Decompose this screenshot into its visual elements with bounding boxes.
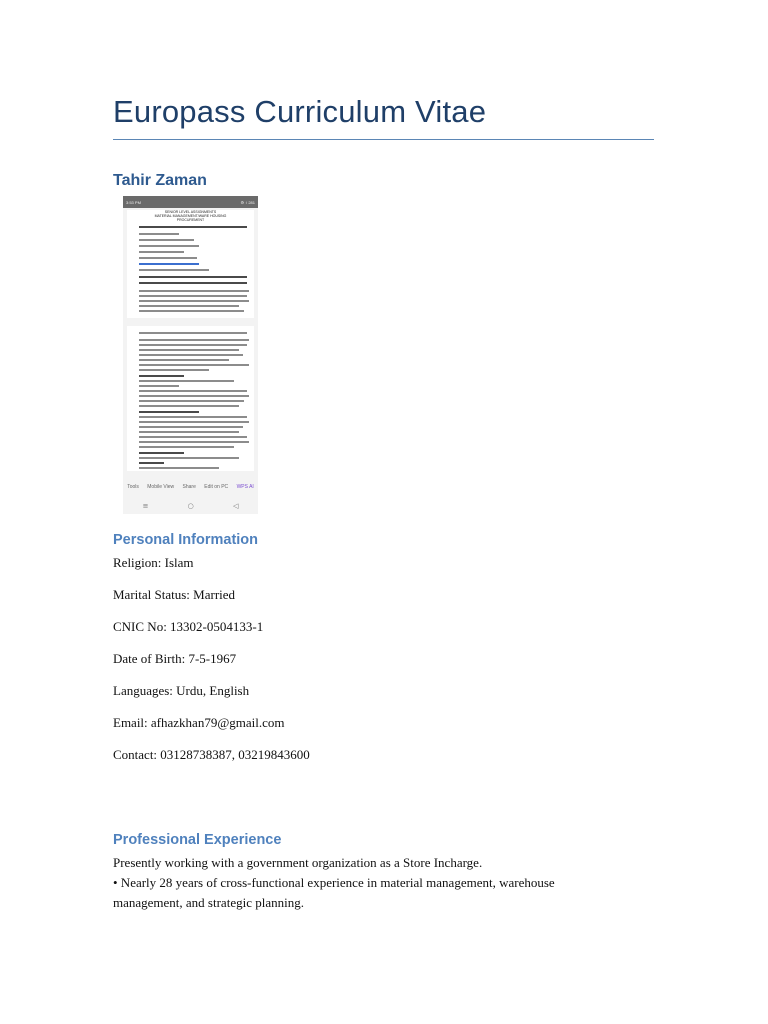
phone-status-time: 3:53 PM [126, 199, 141, 205]
home-icon: ○ [187, 502, 194, 510]
phone-nav-bar [123, 500, 258, 512]
phone-doc-header-1: SENIOR LEVEL ASSIGNMENTS [164, 210, 217, 214]
professional-experience-text [113, 853, 633, 913]
embedded-phone-screenshot [123, 196, 258, 514]
contact-line: Contact: 03128738387, 03219843600 [113, 747, 310, 762]
religion-line: Religion: Islam [113, 555, 194, 570]
phone-bottom-toolbar [123, 478, 258, 496]
back-icon: ◁ [232, 502, 239, 510]
dob-line: Date of Birth: 7-5-1967 [113, 651, 237, 666]
phone-tab-mobile-view: Mobile View [147, 484, 175, 490]
phone-status-bar [123, 196, 258, 208]
experience-line-3: management, and strategic planning. [113, 895, 304, 910]
experience-line-2: • Nearly 28 years of cross-functional experience in material management, warehouse [113, 875, 555, 890]
phone-status-icons: ⚙ ↕ 281 [240, 199, 255, 205]
professional-experience-heading: Professional Experience [113, 832, 282, 848]
experience-line-1: Presently working with a government organization as a Store Incharge. [113, 855, 483, 870]
candidate-name: Tahir Zaman [113, 172, 207, 189]
phone-tab-tools: Tools [127, 484, 139, 490]
cv-title: Europass Curriculum Vitae [113, 94, 487, 129]
phone-document-page-2 [127, 326, 254, 471]
phone-doc-header-2: MATERIAL MANAGEMENT/WARE HOUSING [154, 214, 227, 218]
phone-doc-header-3: PROCUREMENT [176, 218, 205, 222]
email-line: Email: afhazkhan79@gmail.com [113, 715, 285, 730]
personal-information-heading: Personal Information [113, 532, 259, 548]
cnic-line: CNIC No: 13302-0504133-1 [113, 619, 264, 634]
title-divider [113, 139, 654, 140]
phone-tab-edit-on-pc: Edit on PC [204, 484, 229, 490]
languages-line: Languages: Urdu, English [113, 683, 250, 698]
marital-status-line: Marital Status: Married [113, 587, 236, 602]
phone-tab-share: Share [182, 484, 196, 490]
menu-icon: ≡ [142, 502, 149, 510]
phone-tab-wps-ai: WPS AI [236, 484, 254, 490]
phone-document-page-1 [127, 210, 254, 318]
